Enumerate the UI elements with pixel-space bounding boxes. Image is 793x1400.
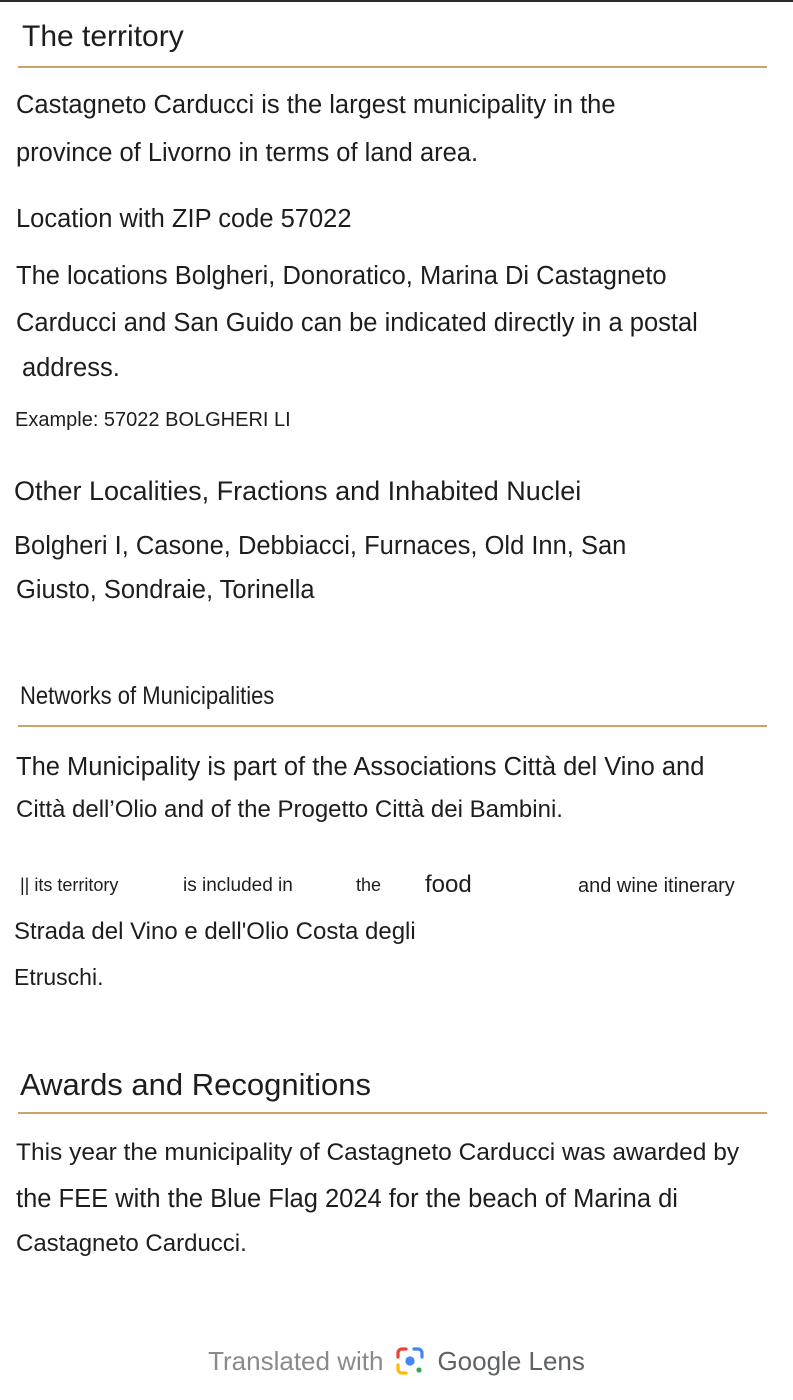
zip-code-text: Location with ZIP code 57022	[16, 205, 352, 233]
locations-text: The locations Bolgheri, Donoratico, Marina Di Castagneto	[16, 262, 667, 290]
locations-text: Carducci and San Guido can be indicated directly in a postal	[16, 309, 698, 337]
other-localities-text: Bolgheri I, Casone, Debbiacci, Furnaces, Old Inn, San	[14, 532, 627, 560]
networks-divider	[18, 725, 767, 727]
awards-divider	[18, 1112, 767, 1114]
awards-heading: Awards and Recognitions	[20, 1067, 371, 1102]
networks-text: Città dell’Olio and of the Progetto Città dei Bambini.	[16, 796, 563, 823]
awards-text: This year the municipality of Castagneto Carducci was awarded by	[16, 1139, 740, 1166]
itinerary-word: food	[425, 871, 472, 898]
translation-footer	[0, 1344, 793, 1378]
awards-text: Castagneto Carducci.	[16, 1230, 247, 1257]
itinerary-word: || its territory	[20, 875, 119, 895]
territory-text: Castagneto Carducci is the largest municipality in the	[16, 91, 616, 119]
example-text: Example: 57022 BOLGHERI LI	[15, 409, 291, 431]
google-lens-icon	[393, 1344, 427, 1378]
itinerary-text: Strada del Vino e dell'Olio Costa degli	[14, 918, 416, 945]
other-localities-text: Giusto, Sondraie, Torinella	[16, 576, 315, 604]
territory-text: province of Livorno in terms of land area.	[16, 139, 479, 167]
territory-divider	[18, 66, 767, 68]
top-border	[0, 0, 793, 2]
other-localities-heading: Other Localities, Fractions and Inhabited Nuclei	[14, 476, 582, 506]
networks-text: The Municipality is part of the Associations Città del Vino and	[16, 753, 705, 781]
awards-text: the FEE with the Blue Flag 2024 for the beach of Marina di	[16, 1185, 678, 1213]
itinerary-word: and wine itinerary	[578, 875, 735, 897]
itinerary-text: Etruschi.	[14, 964, 104, 990]
territory-heading: The territory	[22, 20, 184, 53]
itinerary-word: is included in	[183, 875, 293, 896]
translated-with-label: Translated with	[208, 1345, 384, 1376]
networks-heading: Networks of Municipalities	[20, 682, 275, 710]
itinerary-word: the	[356, 875, 382, 895]
locations-text: address.	[22, 354, 120, 382]
google-lens-label: Google Lens	[437, 1345, 585, 1376]
